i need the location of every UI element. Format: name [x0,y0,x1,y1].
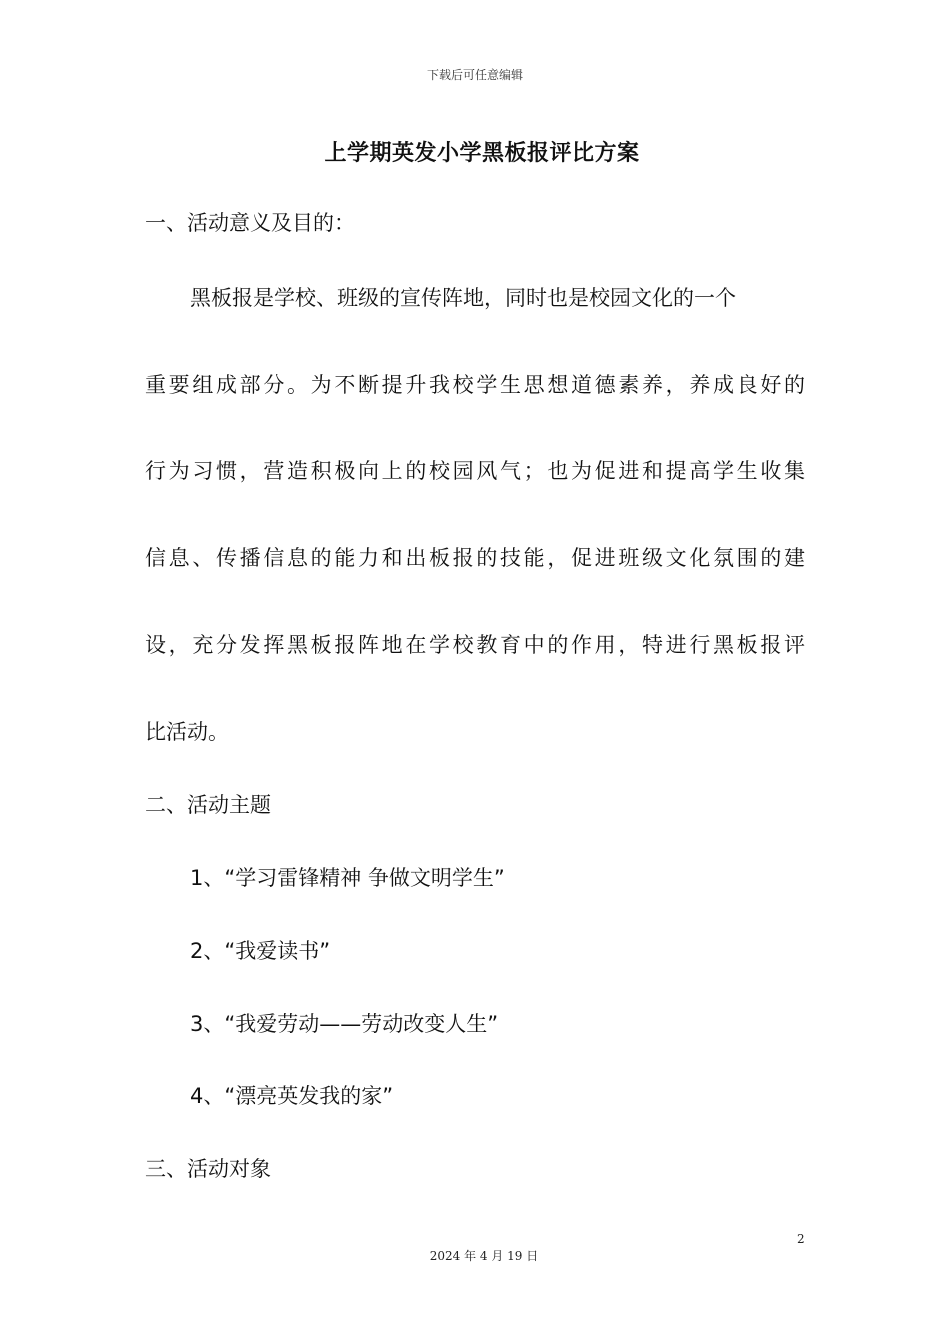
paragraph-line: 行为习惯，营造积极向上的校园风气；也为促进和提高学生收集 [145,459,805,483]
paragraph-line: 黑板报是学校、班级的宣传阵地，同时也是校园文化的一个 [190,286,736,310]
theme-list-item: 1、“学习雷锋精神 争做文明学生” [190,866,505,890]
section-heading-purpose: 一、活动意义及目的： [145,211,355,235]
theme-list-item: 2、“我爱读书” [190,939,331,963]
section-heading-theme: 二、活动主题 [145,793,271,817]
paragraph-line: 设，充分发挥黑板报阵地在学校教育中的作用，特进行黑板报评 [145,633,805,657]
paragraph-line: 信息、传播信息的能力和出板报的技能，促进班级文化氛围的建 [145,546,805,570]
theme-list-item: 3、“我爱劳动——劳动改变人生” [190,1012,499,1036]
section-heading-participants: 三、活动对象 [145,1157,271,1181]
paragraph-line: 重要组成部分。为不断提升我校学生思想道德素养，养成良好的 [145,373,805,397]
document-title: 上学期英发小学黑板报评比方案 [324,141,640,166]
footer-date: 2024 年 4 月 19 日 [429,1249,539,1263]
page-number: 2 [797,1232,805,1246]
header-note: 下载后可任意编辑 [426,68,523,82]
theme-list-item: 4、“漂亮英发我的家” [190,1084,394,1108]
paragraph-line: 比活动。 [145,720,229,744]
